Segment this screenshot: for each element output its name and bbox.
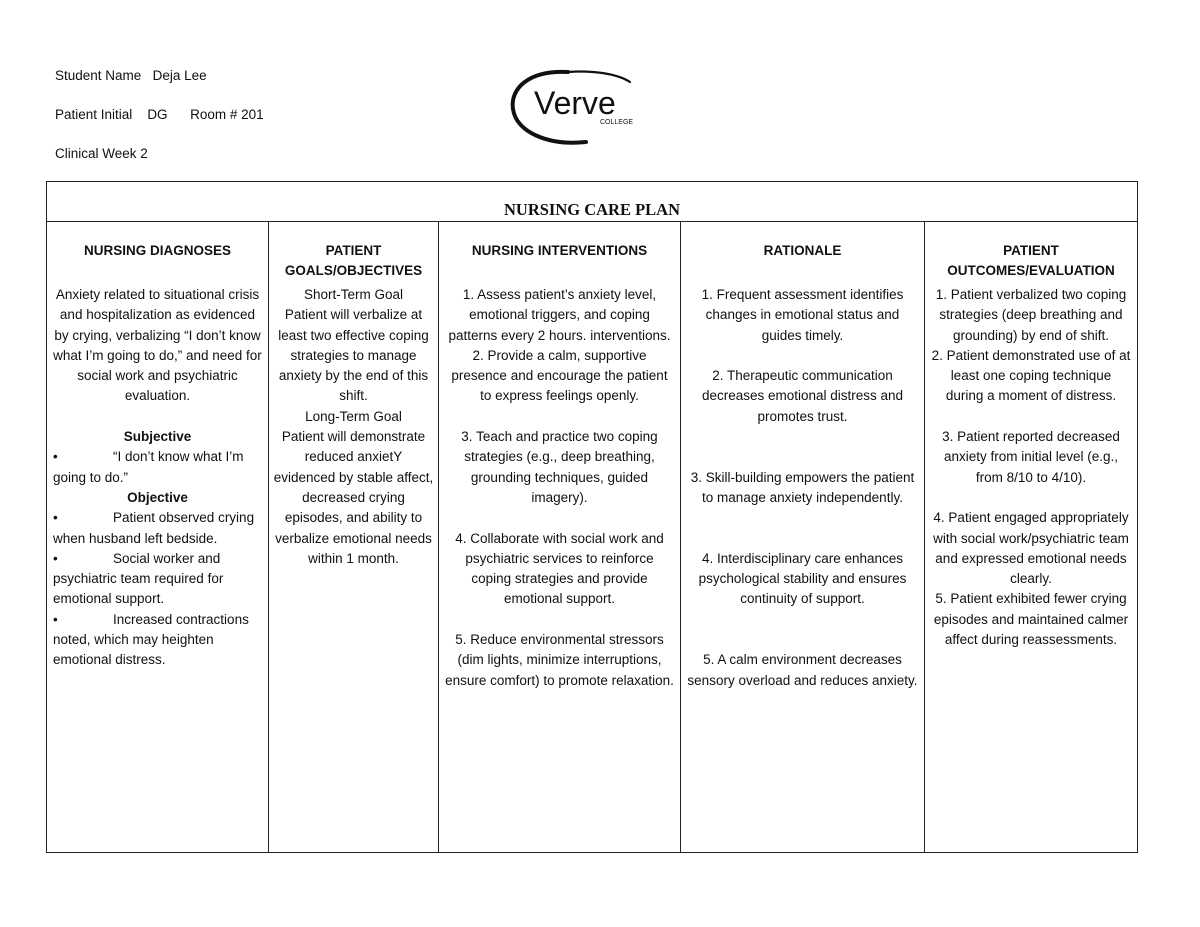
interventions-column (439, 221, 681, 852)
diagnoses-column (47, 221, 269, 852)
diagnoses-header: NURSING DIAGNOSES (83, 243, 232, 258)
patient-initial-line (55, 107, 264, 122)
intervention-item: 1. Assess patient’s anxiety level, emotional triggers, and coping patterns every 2 hours. interventions. (448, 287, 671, 343)
long-term-goal-text: Patient will demonstrate reduced anxietY evidenced by stable affect, decreased crying episodes, and ability to verbalize emotional needs within 1 month. (273, 429, 434, 566)
subjective-item: • “I don’t know what I’m going to do.” (53, 449, 244, 485)
outcomes-body (925, 285, 1137, 650)
outcomes-column (925, 221, 1137, 852)
svg-text:COLLEGE: COLLEGE (600, 119, 634, 126)
rationale-item: 2. Therapeutic communication decreases emotional distress and promotes trust. (701, 368, 904, 424)
patient-initial-value: DG (147, 107, 168, 122)
short-term-goal-text: Patient will verbalize at least two effective coping strategies to manage anxiety by the end of this shift. (278, 307, 429, 404)
objective-item: • Patient observed crying when husband left bedside. (53, 510, 255, 546)
intervention-item: 5. Reduce environmental stressors (dim lights, minimize interruptions, ensure comfort) to promote relaxation. (445, 632, 674, 688)
plan-title: NURSING CARE PLAN (503, 200, 680, 219)
nursing-care-plan-table (46, 181, 1138, 853)
intervention-item: 2. Provide a calm, supportive presence and encourage the patient to express feelings openly. (451, 347, 668, 404)
goals-body (269, 285, 438, 569)
svg-text:Verve: Verve (534, 85, 616, 121)
rationale-item: 4. Interdisciplinary care enhances psychological stability and ensures continuity of support. (698, 550, 907, 607)
outcome-item: 1. Patient verbalized two coping strategies (deep breathing and grounding) by end of shift. (935, 287, 1127, 343)
diagnoses-body (47, 285, 268, 671)
subjective-label: Subjective (123, 429, 192, 445)
rationale-column (681, 221, 925, 852)
outcome-item: 2. Patient demonstrated use of at least one coping technique during a moment of distress. (931, 347, 1131, 404)
intervention-item: 4. Collaborate with social work and psychiatric services to reinforce coping strategies and provide emotional support. (455, 530, 664, 607)
objective-item: • Social worker and psychiatric team required for emotional support. (53, 550, 224, 607)
outcome-item: 5. Patient exhibited fewer crying episodes and maintained calmer affect during reassessments. (933, 591, 1129, 648)
outcomes-header: PATIENT OUTCOMES/EVALUATION (947, 243, 1115, 278)
goals-column (269, 221, 439, 852)
clinical-week: Clinical Week 2 (55, 146, 148, 161)
patient-initial-label: Patient Initial (55, 107, 133, 122)
objective-label: Objective (127, 489, 188, 505)
rationale-header: RATIONALE (763, 243, 842, 258)
room-number: Room # 201 (190, 107, 264, 122)
interventions-body (439, 285, 680, 691)
rationale-body (681, 285, 924, 691)
goals-header: PATIENT GOALS/OBJECTIVES (284, 243, 423, 278)
objective-item: • Increased contractions noted, which may heighten emotional distress. (53, 611, 249, 668)
short-term-goal-label: Short-Term Goal (303, 287, 404, 302)
verve-college-logo (508, 64, 638, 154)
long-term-goal-label: Long-Term Goal (305, 408, 402, 424)
outcome-item: 3. Patient reported decreased anxiety from initial level (e.g., from 8/10 to 4/10). (942, 429, 1120, 485)
student-name-value: Deja Lee (152, 68, 207, 83)
rationale-item: 3. Skill-building empowers the patient to manage anxiety independently. (690, 469, 915, 505)
intervention-item: 3. Teach and practice two coping strategies (e.g., deep breathing, grounding techniques, guided imagery). (461, 429, 658, 505)
rationale-item: 1. Frequent assessment identifies changes in emotional status and guides timely. (701, 287, 904, 343)
student-name-label: Student Name (55, 68, 142, 83)
student-name-line (55, 68, 207, 83)
interventions-header: NURSING INTERVENTIONS (471, 243, 648, 258)
diagnosis-statement: Anxiety related to situational crisis and hospitalization as evidenced by crying, verbalizing “I don’t know what I’m going to do,” and need for social work and psychiatric evaluation. (53, 287, 262, 404)
outcome-item: 4. Patient engaged appropriately with social work/psychiatric team and expressed emotional needs clearly. (933, 510, 1129, 587)
rationale-item: 5. A calm environment decreases sensory overload and reduces anxiety. (687, 652, 918, 688)
